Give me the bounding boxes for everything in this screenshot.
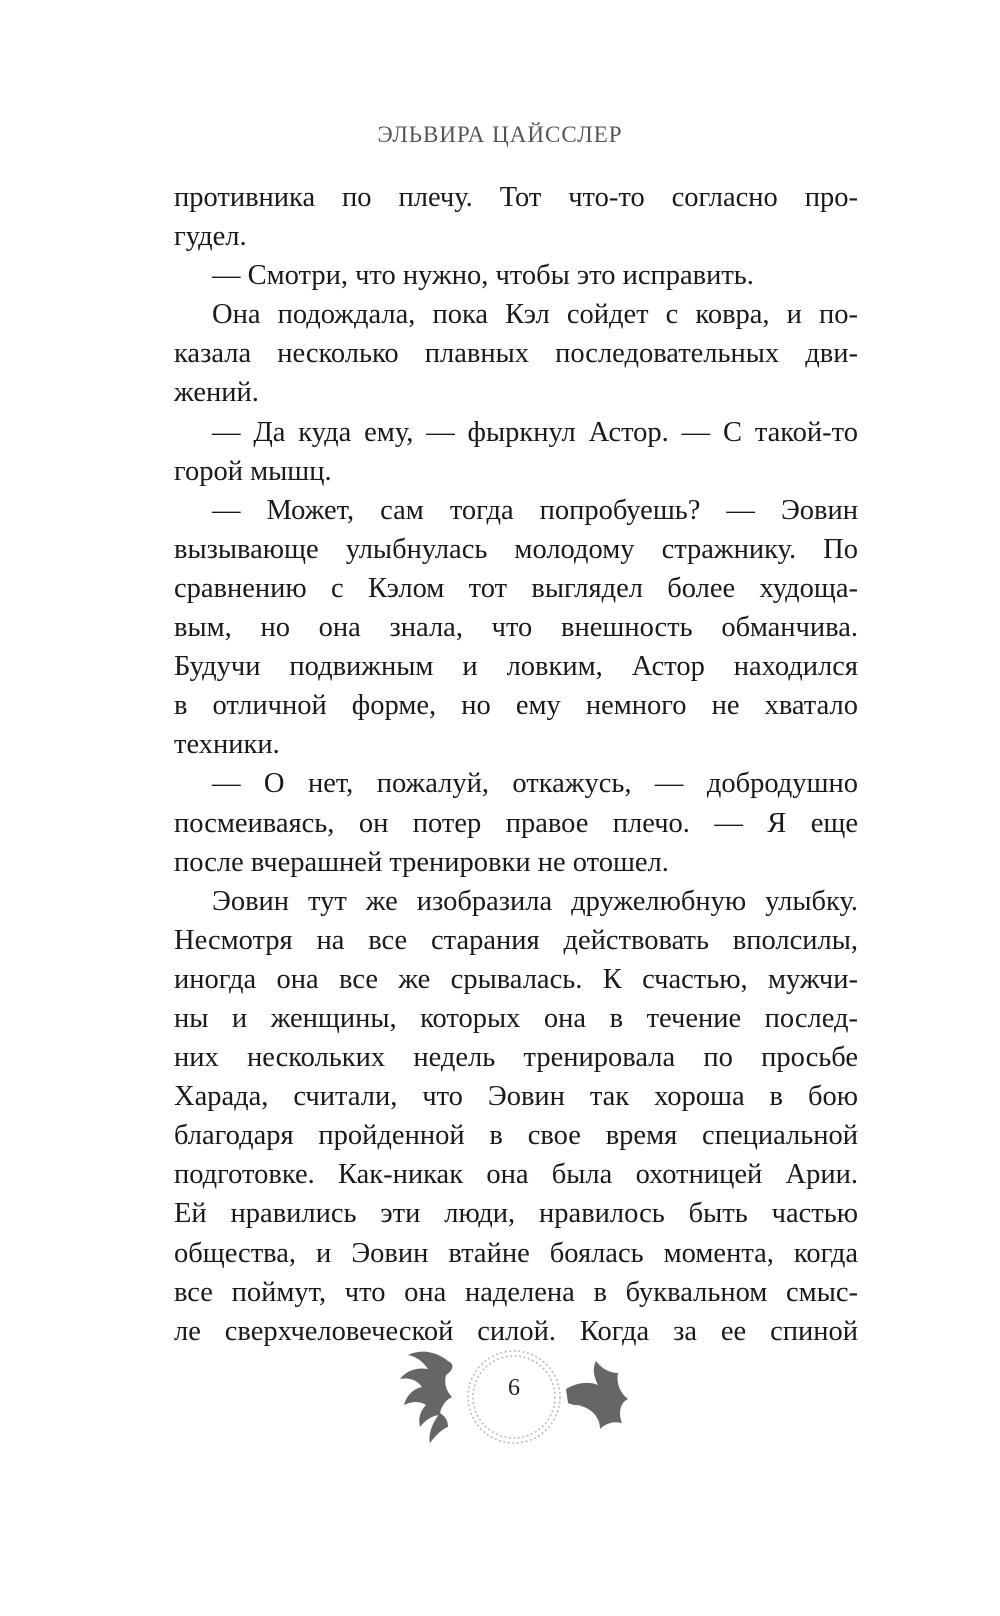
- text-line: вызывающе улыбнулась молодому стражнику. По: [174, 533, 858, 565]
- text-line: сравнению с Кэлом тот выглядел более худоща-: [174, 572, 858, 604]
- text-line: подготовке. Как-никак она была охотницей Арии.: [174, 1159, 858, 1191]
- text-line: после вчерашней тренировки не отошел.: [174, 846, 669, 878]
- text-line: Несмотря на все старания действовать вполсилы,: [174, 924, 858, 956]
- text-line: Ей нравились эти люди, нравилось быть частью: [174, 1198, 858, 1230]
- text-line: — О нет, пожалуй, откажусь, — добродушно: [212, 768, 858, 800]
- text-line: вым, но она знала, что внешность обманчива.: [174, 612, 858, 644]
- page-folio: [0, 1343, 1000, 1453]
- text-line: ны и женщины, которых она в течение послед-: [174, 1002, 858, 1034]
- text-line: посмеиваясь, он потер правое плечо. — Я еще: [174, 807, 858, 839]
- text-line: иногда она все же срывалась. К счастью, мужчи-: [174, 963, 858, 995]
- text-line: ле сверхчеловеческой силой. Когда за ее спиной: [174, 1315, 858, 1347]
- text-line: них нескольких недель тренировала по просьбе: [174, 1042, 858, 1074]
- right-wing-icon: [566, 1361, 628, 1429]
- text-line: все поймут, что она наделена в буквальном смыс-: [174, 1276, 858, 1308]
- page-number: 6: [508, 1375, 520, 1401]
- text-line: общества, и Эовин втайне боялась момента, когда: [174, 1237, 858, 1269]
- text-line: Будучи подвижным и ловким, Астор находился: [174, 651, 858, 683]
- running-head-author: ЭЛЬВИРА ЦАЙССЛЕР: [377, 122, 623, 147]
- text-line: Она подождала, пока Кэл сойдет с ковра, и по-: [212, 299, 858, 331]
- text-line: жений.: [174, 377, 259, 409]
- left-wing-icon: [400, 1352, 452, 1443]
- text-line: Эовин тут же изобразила дружелюбную улыбку.: [212, 885, 858, 917]
- text-line: благодаря пройденной в свое время специальной: [174, 1120, 858, 1152]
- text-line: в отличной форме, но ему немного не хватало: [174, 690, 858, 722]
- text-line: техники.: [174, 729, 280, 761]
- text-line: казала несколько плавных последовательных дви-: [174, 338, 858, 370]
- text-line: противника по плечу. Тот что-то согласно про-: [174, 182, 858, 213]
- text-line: — Да куда ему, — фыркнул Астор. — С такой-то: [212, 416, 858, 448]
- text-line: Харада, считали, что Эовин так хороша в бою: [174, 1081, 858, 1113]
- text-line: — Смотри, что нужно, чтобы это исправить.: [212, 260, 754, 292]
- text-line: — Может, сам тогда попробуешь? — Эовин: [212, 494, 858, 526]
- body-text: [174, 178, 858, 1351]
- text-line: горой мышц.: [174, 455, 332, 487]
- text-line: гудел.: [174, 221, 247, 253]
